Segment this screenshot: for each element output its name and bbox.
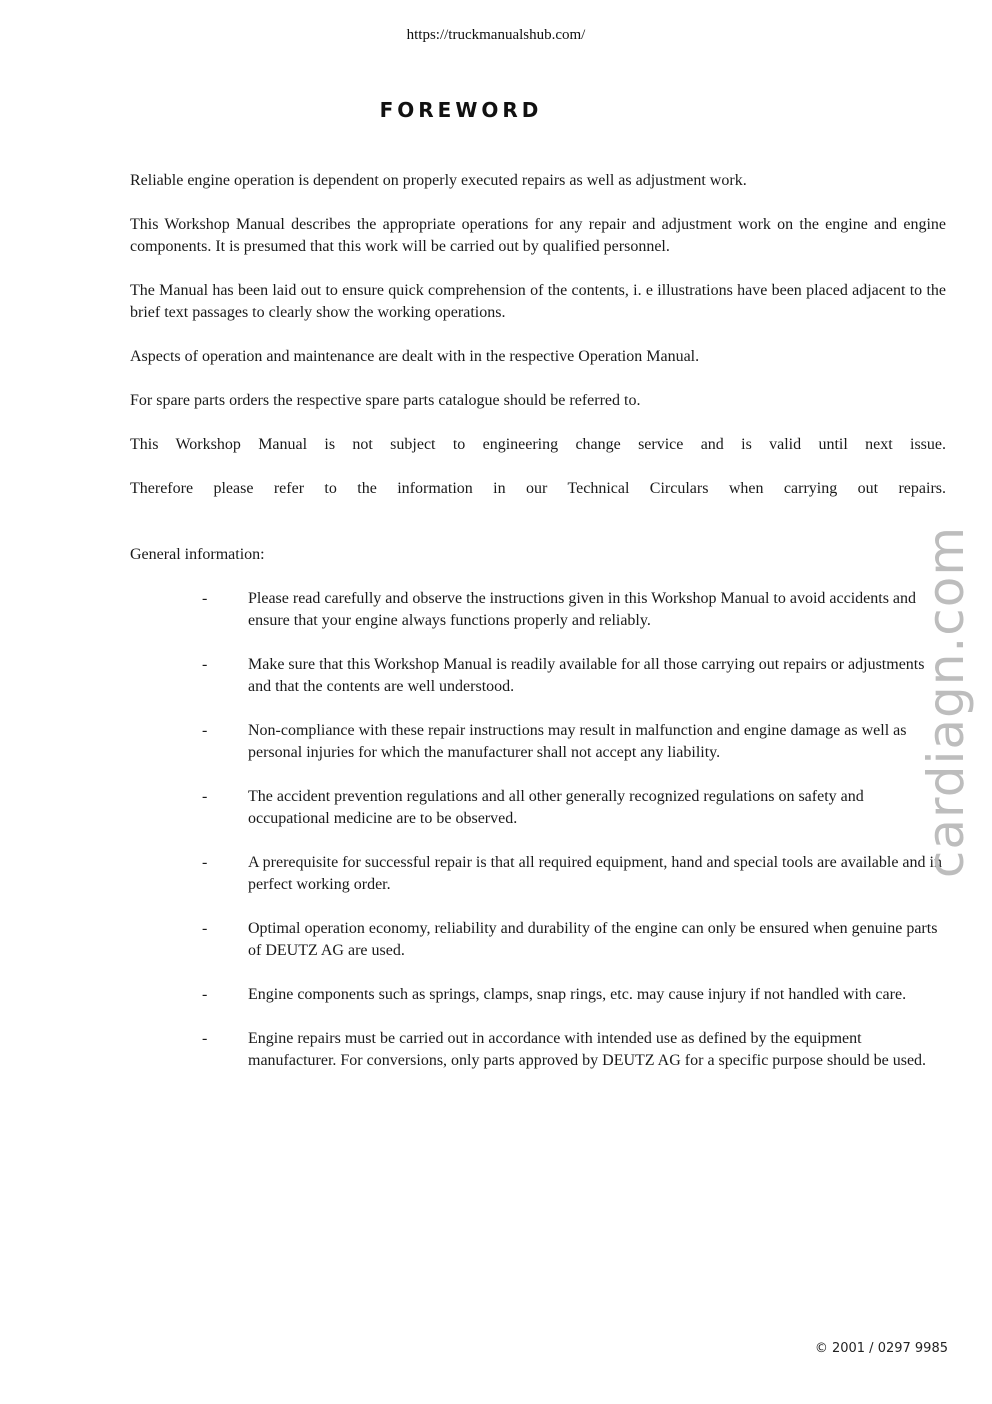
bullet-dash: - bbox=[202, 590, 208, 607]
paragraph-technical-circulars: Therefore please refer to the information in our Technical Circulars when carrying out repairs. bbox=[130, 480, 946, 497]
list-item bbox=[130, 588, 946, 632]
paragraph-operation: Aspects of operation and maintenance are dealt with in the respective Operation Manual. bbox=[130, 348, 700, 365]
list-item-text: Make sure that this Workshop Manual is readily available for all those carrying out repairs or adjustments and that the contents are well understood. bbox=[248, 656, 925, 695]
general-information-heading: General information: bbox=[130, 546, 265, 563]
list-item bbox=[130, 984, 946, 1006]
bullet-dash: - bbox=[202, 656, 208, 673]
list-item-text: Engine components such as springs, clamps, snap rings, etc. may cause injury if not handled with care. bbox=[248, 986, 907, 1003]
list-item-text: A prerequisite for successful repair is that all required equipment, hand and special tools are available and in perfect working order. bbox=[248, 854, 942, 893]
watermark bbox=[906, 522, 986, 882]
paragraph-layout: The Manual has been laid out to ensure quick comprehension of the contents, i. e illustrations have been placed adjacent to the brief text passages to clearly show the working operations. bbox=[130, 282, 946, 321]
paragraph-change-service: This Workshop Manual is not subject to engineering change service and is valid until next issue. bbox=[130, 436, 946, 453]
footer-copyright: © 2001 / 0297 9985 bbox=[814, 1341, 948, 1356]
general-information-list bbox=[130, 588, 946, 1072]
page-title: FOREWORD bbox=[379, 98, 543, 122]
bullet-dash: - bbox=[202, 722, 208, 739]
list-item bbox=[130, 1028, 946, 1072]
document-body bbox=[130, 170, 946, 1094]
list-item-text: The accident prevention regulations and all other generally recognized regulations on safety and occupational medicine are to be observed. bbox=[248, 788, 864, 827]
bullet-dash: - bbox=[202, 920, 208, 937]
list-item-text: Non-compliance with these repair instructions may result in malfunction and engine damage as well as personal injuries for which the manufacturer shall not accept any liability. bbox=[248, 722, 907, 761]
header-url: https://truckmanualshub.com/ bbox=[406, 27, 586, 43]
paragraph-manual-scope: This Workshop Manual describes the appropriate operations for any repair and adjustment work on the engine and engine components. It is presumed that this work will be carried out by qualified personnel. bbox=[130, 216, 946, 255]
paragraph-reliability: Reliable engine operation is dependent on properly executed repairs as well as adjustment work. bbox=[130, 172, 747, 189]
watermark-text: cardiagn.com bbox=[917, 525, 975, 879]
list-item-text: Optimal operation economy, reliability and durability of the engine can only be ensured when genuine parts of DEUTZ AG are used. bbox=[248, 920, 938, 959]
list-item bbox=[130, 918, 946, 962]
list-item-text: Please read carefully and observe the instructions given in this Workshop Manual to avoid accidents and ensure that your engine always functions properly and reliably. bbox=[248, 590, 917, 629]
paragraph-spare-parts: For spare parts orders the respective spare parts catalogue should be referred to. bbox=[130, 392, 641, 409]
bullet-dash: - bbox=[202, 854, 208, 871]
list-item-text: Engine repairs must be carried out in accordance with intended use as defined by the equipment manufacturer. For conversions, only parts approved by DEUTZ AG for a specific purpose should be used. bbox=[248, 1030, 927, 1069]
list-item bbox=[130, 720, 946, 764]
list-item bbox=[130, 786, 946, 830]
bullet-dash: - bbox=[202, 788, 208, 805]
bullet-dash: - bbox=[202, 986, 208, 1003]
bullet-dash: - bbox=[202, 1030, 208, 1047]
list-item bbox=[130, 654, 946, 698]
list-item bbox=[130, 852, 946, 896]
